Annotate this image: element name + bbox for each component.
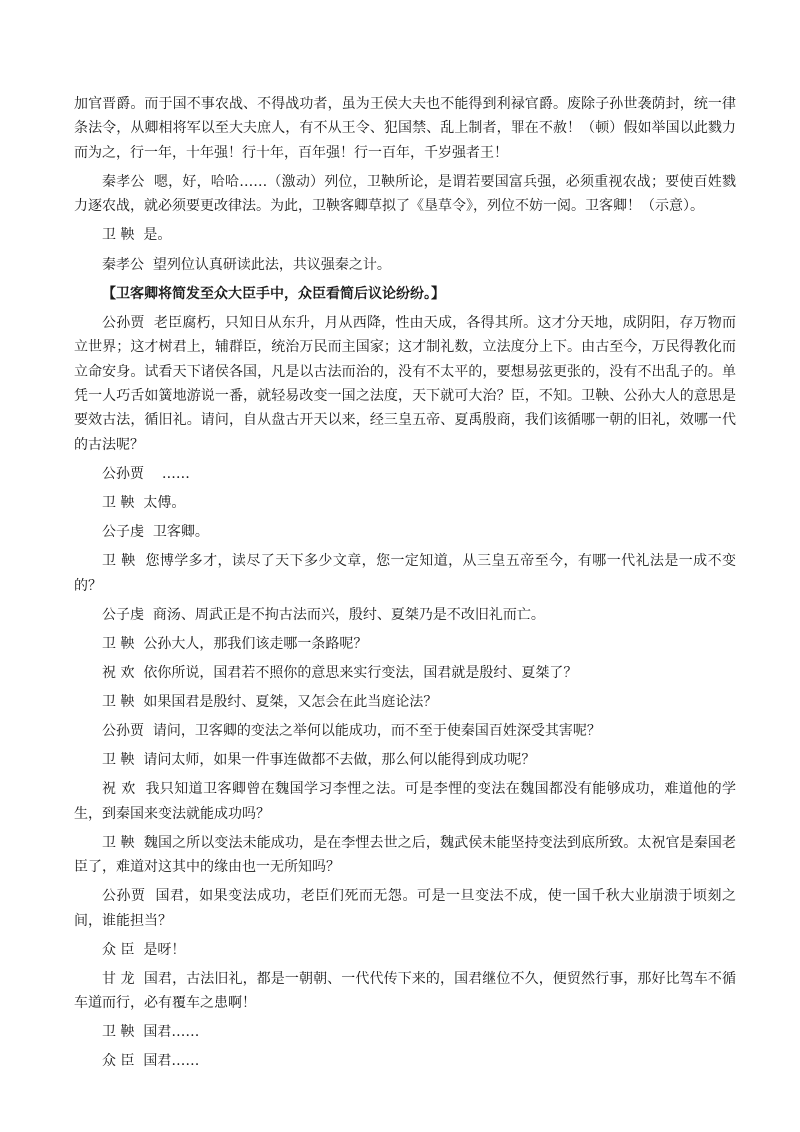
speaker-name: 秦孝公 [102, 256, 144, 273]
line-text: 商汤、周武正是不拘古法而兴，殷纣、夏桀乃是不改旧礼而亡。 [152, 606, 545, 623]
speaker-name: 祝 欢 [102, 664, 135, 681]
line-text: 国君…… [143, 1053, 200, 1070]
line-text: 公孙大人，那我们该走哪一条路呢？ [143, 635, 368, 652]
line-text: 您博学多才，读尽了天下多少文章，您一定知道，从三皇五帝至今，有哪一代礼法是一成不变的？ [74, 553, 737, 594]
speaker-name: 秦孝公 [102, 173, 145, 190]
speaker-name: 公子虔 [102, 524, 144, 540]
line-text: 国君…… [143, 1024, 200, 1041]
dialogue-line [74, 690, 736, 714]
speaker-name: 祝 欢 [102, 781, 136, 798]
dialogue-line [74, 92, 736, 165]
dialogue-line [74, 661, 736, 685]
dialogue-line [74, 170, 736, 219]
speaker-name: 卫 鞅 [102, 635, 135, 652]
line-text: 依你所说，国君若不照你的意思来实行变法，国君就是殷纣、夏桀了？ [143, 664, 578, 681]
dialogue-line [74, 223, 736, 247]
speaker-name: 公孙贾 [102, 888, 146, 905]
line-text: 国君，如果变法成功，老臣们死而无怨。可是一旦变法不成，使一国千秋大业崩溃于顷刻之间，谁能担当？ [74, 888, 736, 929]
dialogue-line [74, 967, 736, 1016]
line-text: 加官晋爵。而于国不事农战、不得战功者，虽为王侯大夫也不能得到利禄官爵。废除子孙世袭荫封，统一律条法令，从卿相将军以至大夫庶人，有不从王令、犯国禁、乱上制者，罪在不赦！（顿）假如举国以此戮力而为之，行一年，十年强！行十年，百年强！行一百年，千岁强者王！ [74, 96, 736, 161]
line-text: 卫客卿。 [152, 524, 209, 540]
line-text: 是呀！ [143, 941, 186, 958]
line-text: 嗯，好，哈哈……（激动）列位，卫鞅所论，是谓若要国富兵强，必须重视农战；要使百姓戮力逐农战，就必须要更改律法。为此，卫鞅客卿草拟了《垦草令》，列位不妨一阅。卫客卿！（示意）。 [74, 173, 737, 215]
line-text: …… [161, 465, 190, 482]
line-text: 如果国君是殷纣、夏桀，又怎会在此当庭论法？ [143, 693, 438, 710]
dialogue-line [74, 748, 736, 772]
speaker-name: 卫 鞅 [102, 553, 136, 570]
stage-direction [74, 282, 736, 306]
speaker-name: 公孙贾 [102, 722, 144, 739]
dialogue-line [74, 632, 736, 656]
line-text: 老臣腐朽，只知日从东升，月从西降，性由天成，各得其所。这才分天地，成阴阳，存万物而立世界；这才树君上，辅群臣，统治万民而主国家；这才制礼数，立法度分上下。由古至今，万民得教化而立命安身。试看天下诸侯各国，凡是以古法而治的，没有不太平的，要想易弦更张的，没有不出乱子的。单凭一人巧舌如簧地游说一番，就轻易改变一国之法度，天下就可大治？臣，不知。卫鞅、公孙大人的意思是要效古法，循旧礼。请问，自从盘古开天以来，经三皇五帝、夏禹殷商，我们该循哪一朝的旧礼，效哪一代的古法呢？ [74, 314, 737, 453]
stage-direction-text: 【卫客卿将简发至众大臣手中，众臣看简后议论纷纷。】 [102, 285, 445, 302]
dialogue-line [74, 549, 736, 598]
speaker-name: 公孙贾 [102, 314, 145, 331]
dialogue-line [74, 491, 736, 515]
speaker-name: 众 臣 [102, 1053, 135, 1070]
dialogue-line [74, 1049, 736, 1073]
dialogue-line [74, 462, 736, 486]
dialogue-line [74, 777, 736, 826]
speaker-name: 卫 鞅 [102, 494, 135, 511]
dialogue-line [74, 719, 736, 743]
speaker-name: 卫 鞅 [102, 227, 135, 244]
script-page [74, 92, 736, 1078]
line-text: 国君，古法旧礼，都是一朝朝、一代代传下来的，国君继位不久，便贸然行事，那好比驾车不循车道而行，必有覆车之患啊！ [74, 970, 737, 1012]
line-text: 请问太师，如果一件事连做都不去做，那么何以能得到成功呢？ [143, 752, 536, 769]
dialogue-line [74, 311, 736, 457]
line-text: 请问，卫客卿的变法之举何以能成功，而不至于使秦国百姓深受其害呢？ [152, 722, 601, 739]
speaker-name: 卫 鞅 [102, 693, 135, 710]
line-text: 我只知道卫客卿曾在魏国学习李悝之法。可是李悝的变法在魏国都没有能够成功，难道他的学生，到秦国来变法就能成功吗？ [74, 781, 737, 822]
dialogue-line [74, 603, 736, 627]
speaker-name: 卫 鞅 [102, 1024, 135, 1041]
line-text: 望列位认真研读此法，共议强秦之计。 [152, 256, 391, 273]
speaker-name: 卫 鞅 [102, 834, 135, 851]
speaker-name: 甘 龙 [102, 970, 135, 987]
dialogue-line [74, 253, 736, 277]
dialogue-line [74, 884, 736, 933]
dialogue-line [74, 1020, 736, 1044]
speaker-name: 公子虔 [102, 606, 144, 623]
dialogue-line [74, 831, 736, 880]
speaker-name: 公孙贾 [102, 465, 144, 482]
line-text: 是。 [143, 227, 172, 244]
speaker-name: 卫 鞅 [102, 752, 135, 769]
line-text: 魏国之所以变法未能成功，是在李悝去世之后，魏武侯未能坚持变法到底所致。太祝官是秦国老臣了，难道对这其中的缘由也一无所知吗？ [74, 834, 737, 876]
speaker-name: 众 臣 [102, 941, 135, 958]
dialogue-line [74, 520, 736, 544]
dialogue-line [74, 938, 736, 962]
line-text: 太傅。 [143, 494, 186, 511]
